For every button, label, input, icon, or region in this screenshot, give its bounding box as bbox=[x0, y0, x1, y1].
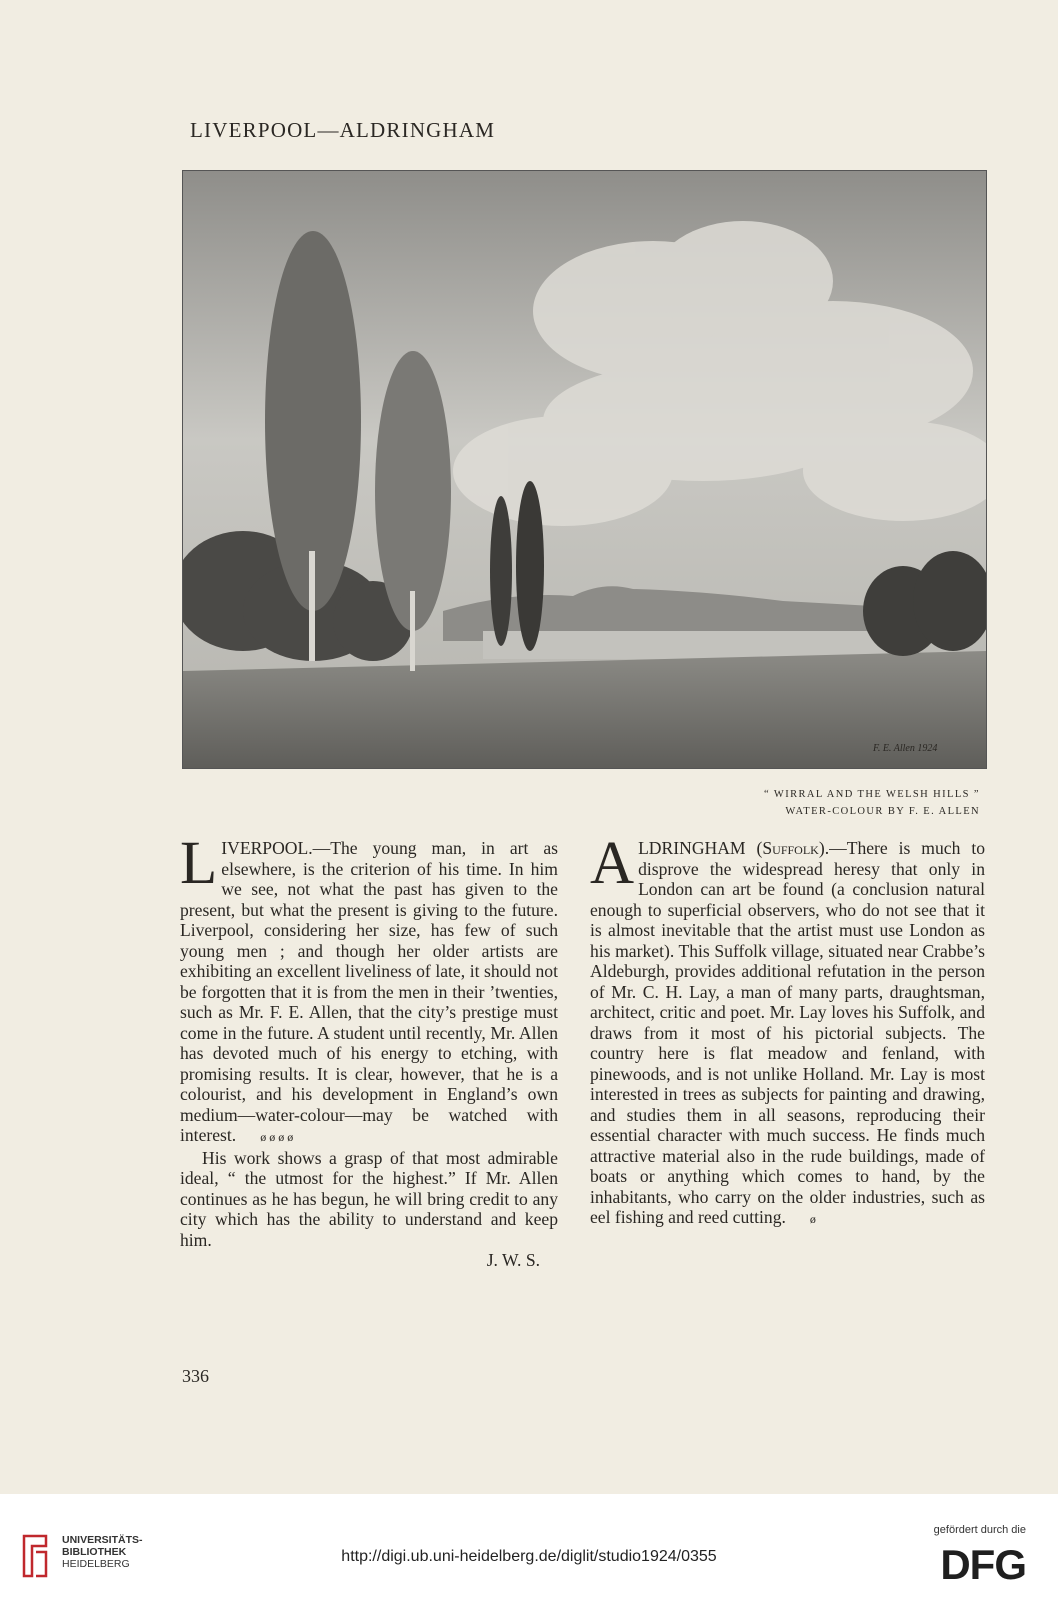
caption-medium: WATER-COLOUR BY F. E. ALLEN bbox=[785, 806, 980, 817]
author-initials: J. W. S. bbox=[486, 1250, 540, 1270]
digitization-footer bbox=[0, 1494, 1058, 1600]
dfg-logo[interactable]: DFG bbox=[940, 1541, 1026, 1588]
aldringham-paragraph bbox=[590, 830, 986, 1230]
landscape-image bbox=[183, 171, 986, 768]
permalink-url[interactable]: http://digi.ub.uni-heidelberg.de/diglit/studio1924/0355 bbox=[341, 1548, 717, 1565]
painter-signature: F. E. Allen 1924 bbox=[873, 743, 938, 754]
article-aldringham bbox=[590, 830, 986, 1230]
liverpool-paragraph-1 bbox=[180, 830, 558, 1148]
liverpool-text-1: IVERPOOL.—The young man, in art as elsewhere, is the criterion of his time. In him we see, not what the past has given to the present, but what the present is giving to the future. Liverpool, considering her size, has few of such young men ; and though her older artists are exhibiting an excellent liveliness of late, it should not be forgotten that it is from the men in their ’twenties, such as Mr. F. E. Allen, that the city’s prestige must come in the future. A student until recently, Mr. Allen has devoted much of his energy to etching, with promising results. It is clear, however, that he is a colourist, and his development in England’s own medium—water-colour—may be watched with interest. bbox=[180, 838, 558, 1145]
watercolour-illustration bbox=[182, 170, 987, 769]
dropcap-l: L bbox=[180, 830, 218, 897]
library-line-1: UNIVERSITÄTS- bbox=[62, 1534, 143, 1546]
liverpool-paragraph-2: His work shows a grasp of that most admirable ideal, “ the utmost for the highest.” If Mr. Allen continues as he has begun, he will bring credit to any city which has the ability to understand and keep him. bbox=[180, 1147, 558, 1250]
page-number: 336 bbox=[182, 1366, 209, 1386]
aldringham-county: Suffolk bbox=[762, 838, 819, 858]
meadow bbox=[183, 651, 986, 768]
plate-caption bbox=[764, 786, 980, 820]
article-liverpool bbox=[180, 830, 558, 1271]
ornament-row: ø ø ø ø bbox=[260, 1130, 294, 1144]
funder-label: gefördert durch die bbox=[933, 1524, 1026, 1536]
aldringham-text: ).—There is much to disprove the widespread heresy that only in London can art be found (a conclusion natural enough to superficial observers, who do not see that it is almost inevitable that the artist must use London as his market). This Suffolk village, situated near Crabbe’s Aldeburgh, provides additional refutation in the person of Mr. C. H. Lay, a man of many parts, draughtsman, architect, critic and poet. Mr. Lay loves his Suffolk, and draws from it most of his pictorial subjects. The country here is flat meadow and fenland, with pinewoods, and is not unlike Holland. Mr. Lay is most interested in trees as subjects for painting and drawing, and studies them in all seasons, reproducing their essential character with much success. He finds much attractive material also in the rude buildings, made of boats or anything which comes to hand, by the inhabitants, who carry on the older industries, such as eel fishing and reed cutting. bbox=[590, 838, 986, 1227]
ornament-end: ø bbox=[809, 1212, 816, 1226]
library-line-2: BIBLIOTHEK bbox=[62, 1546, 127, 1558]
library-line-3: HEIDELBERG bbox=[62, 1558, 130, 1570]
caption-title: “ WIRRAL AND THE WELSH HILLS ” bbox=[763, 789, 980, 800]
dropcap-a: A bbox=[590, 830, 635, 897]
aldringham-name: LDRINGHAM ( bbox=[638, 838, 763, 858]
running-title: LIVERPOOL—ALDRINGHAM bbox=[190, 118, 496, 142]
